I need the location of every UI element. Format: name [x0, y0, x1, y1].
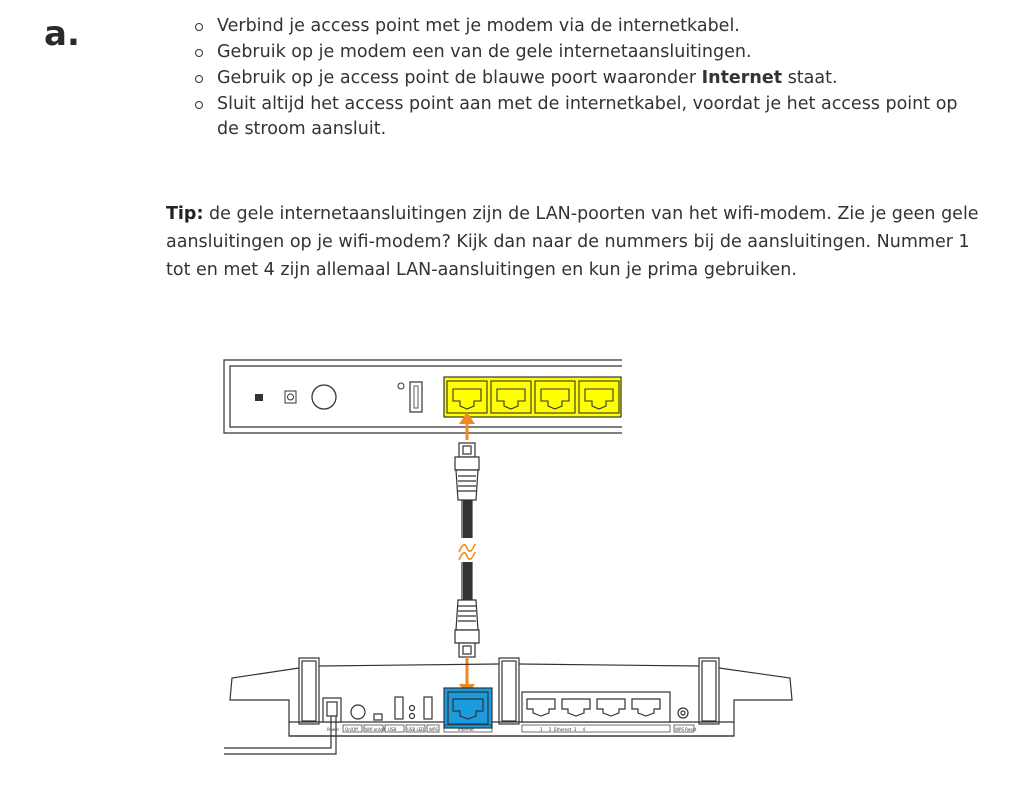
router-label-usb-led: USB LED [407, 727, 425, 732]
tip-label: Tip: [166, 204, 204, 224]
router-label-reset: WPS Reset [675, 727, 697, 732]
modem-device [224, 360, 622, 433]
instruction-item-2: Gebruik op je modem een van de gele internetaansluitingen. [190, 40, 980, 65]
cable-plug-top [459, 443, 475, 457]
tip-text: de gele internetaansluitingen zijn de LAN-poorten van het wifi-modem. Zie je geen gele aansluitingen op je wifi-modem? Kijk dan naar de nummers bij de aansluitingen. Nummer 1 tot en met 4 zijn allemaal LAN-aansluitingen en kun je prima gebruiken. [166, 204, 979, 280]
instruction-3-bold: Internet [701, 68, 783, 88]
router-usb-icon [424, 697, 432, 719]
modem-usb-icon [410, 382, 422, 412]
instruction-item-1: Verbind je access point met je modem via de internetkabel. [190, 14, 980, 39]
router-device [224, 658, 792, 754]
router-reset-button-icon [678, 708, 688, 718]
instruction-3-text-before: Gebruik op je access point de blauwe poort waaronder [217, 68, 702, 88]
router-label-wps: WPS [429, 727, 438, 732]
modem-led-icon [398, 383, 404, 389]
modem-lan-ports [444, 377, 621, 417]
ethernet-cable [455, 443, 479, 657]
router-wifi-switch-icon [395, 697, 403, 719]
instruction-3-text-after: staat. [782, 68, 838, 88]
router-label-internet: Internet [458, 727, 474, 732]
router-label-onoff: On/Off [345, 727, 358, 732]
step-label: a. [44, 14, 80, 54]
modem-switch-icon [255, 394, 263, 401]
router-label-wifi: Wifi on/off [365, 727, 386, 732]
router-onoff-button-icon [351, 705, 365, 719]
instruction-item-4: Sluit altijd het access point aan met de internetkabel, voordat je het access point op de stroom aansluit. [190, 92, 980, 142]
modem-power-jack-icon [285, 391, 296, 403]
cable-plug-bottom [459, 643, 475, 657]
router-label-usb: USB [388, 727, 397, 732]
modem-button-icon [312, 385, 336, 409]
router-label-power: Power [327, 727, 340, 732]
router-label-ethernet: 1 2 Ethernet 3 4 [540, 727, 586, 732]
router-ethernet-ports [522, 692, 670, 722]
